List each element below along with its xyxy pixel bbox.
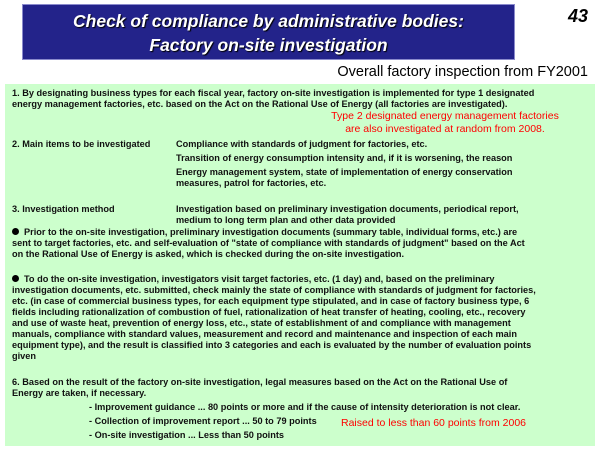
bullet2-line6: manuals, compliance with standard values, measurement and record and maintenance and inspection of each main xyxy=(12,329,517,339)
item3-value-1: Investigation based on preliminary investigation documents, periodical report, xyxy=(176,204,519,214)
bullet2-line4: fields including rationalization of combustion of fuel, rationalization of heat transfer of heating, cooling, etc., recovery xyxy=(12,307,526,317)
bullet2-line5: and use of waste heat, prevention of energy loss, etc., state of establishment of and compliance with management xyxy=(12,318,511,328)
measure-improvement-guidance: - Improvement guidance ... 80 points or more and if the cause of intensity deterioration is not clear. xyxy=(89,402,521,412)
bullet-dot-icon xyxy=(12,275,19,282)
note-type2-line1: Type 2 designated energy management factories xyxy=(331,110,559,122)
item2-value-4: measures, patrol for factories, etc. xyxy=(176,178,327,188)
item6-line2: Energy are taken, if necessary. xyxy=(12,388,147,398)
bullet2-line3: etc. (in case of commercial business types, for each equipment type stipulated, and in case of factory business type, 6 xyxy=(12,296,530,306)
title-banner xyxy=(22,4,515,60)
measure-onsite-investigation: - On-site investigation ... Less than 50 points xyxy=(89,430,285,440)
bullet1-line1 xyxy=(9,227,517,239)
item3-label: 3. Investigation method xyxy=(12,204,115,214)
item1-line1: 1. By designating business types for each fiscal year, factory on-site investigation is implemented for type 1 designated xyxy=(12,88,535,98)
item6-line1: 6. Based on the result of the factory on-site investigation, legal measures based on the Act on the Rational Use of xyxy=(12,377,508,387)
title-line-2: Factory on-site investigation xyxy=(149,35,388,55)
item2-label: 2. Main items to be investigated xyxy=(12,139,151,149)
item2-value-1: Compliance with standards of judgment for factories, etc. xyxy=(176,139,428,149)
title-line-1: Check of compliance by administrative bodies: xyxy=(73,11,464,31)
bullet1-line2: sent to target factories, etc. and self-evaluation of "state of compliance with standards of judgment" based on the Act xyxy=(12,238,525,248)
note-2006: Raised to less than 60 points from 2006 xyxy=(341,417,527,429)
item1-line2: energy management factories, etc. based on the Act on the Rational Use of Energy (all factories are investigated). xyxy=(12,99,508,109)
bullet2-text-1: To do the on-site investigation, investigators visit target factories, etc. (1 day) and, based on the preliminary xyxy=(24,274,495,284)
bullet2-line8: given xyxy=(12,351,36,361)
bullet1-line3: on the Rational Use of Energy is asked, which is checked during the on-site investigation. xyxy=(12,249,405,259)
note-type2-line2: are also investigated at random from 2008. xyxy=(345,123,545,135)
bullet-dot-icon xyxy=(12,228,19,235)
content-panel xyxy=(5,84,595,446)
item2-value-2: Transition of energy consumption intensity and, if it is worsening, the reason xyxy=(176,153,513,163)
bullet2-line7: equipment type), and the result is classified into 3 categories and each is evaluated by the number of evaluation points xyxy=(12,340,532,350)
item2-value-3: Energy management system, state of implementation of energy conservation xyxy=(176,167,513,177)
bullet2-line2: investigation documents, etc. submitted, check mainly the state of compliance with standards of judgment for factories, xyxy=(12,285,536,295)
page-number: 43 xyxy=(567,6,588,26)
item3-value-2: medium to long term plan and other data provided xyxy=(176,215,396,225)
bullet1-text-1: Prior to the on-site investigation, preliminary investigation documents (summary table, individual forms, etc.) are xyxy=(24,227,518,237)
subtitle: Overall factory inspection from FY2001 xyxy=(337,64,588,80)
bullet2-line1 xyxy=(9,274,495,286)
measure-improvement-report: - Collection of improvement report ... 50 to 79 points xyxy=(89,416,317,426)
